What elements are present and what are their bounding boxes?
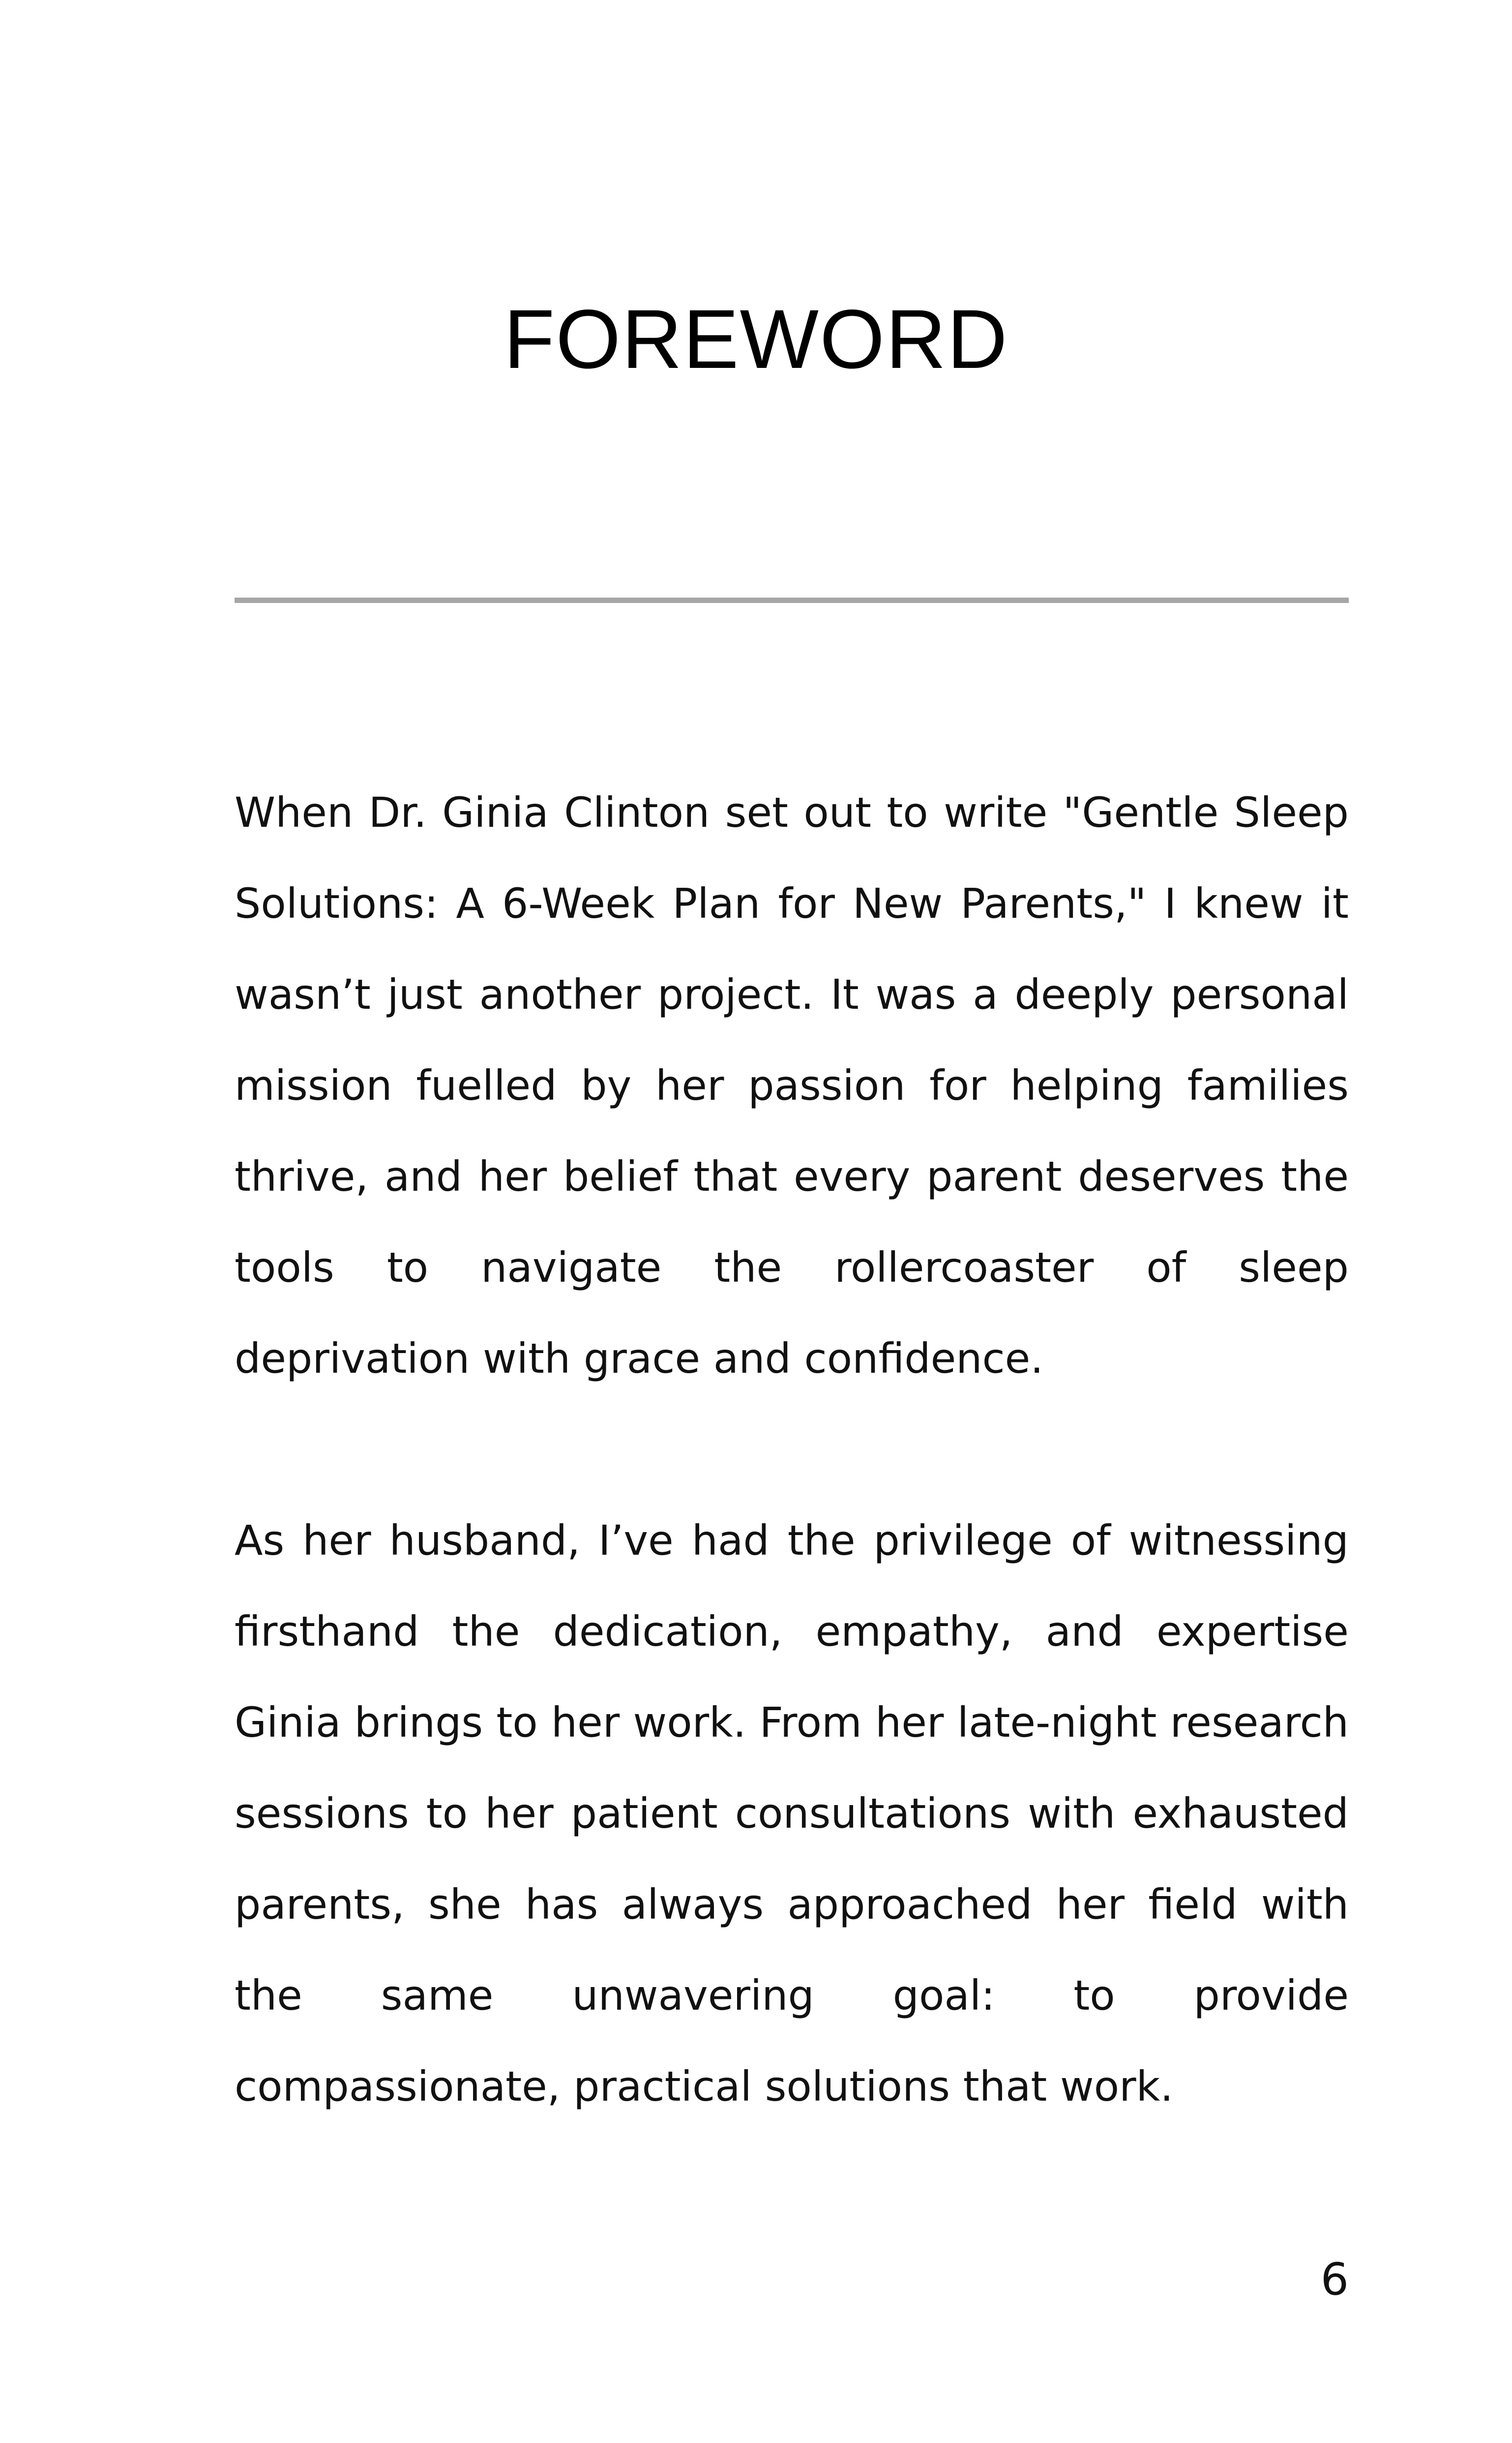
page-title: FOREWORD [504,293,1008,386]
body-paragraph-2: As her husband, I’ve had the privilege of witnessing firsthand the dedication, empathy, and expertise Ginia brings to her work. From her late-night research sessions to her patient consultations with exhausted parents, she has always approached her field with the same unwavering goal: to provide compassionate, practical solutions that work. [235,1516,1349,2111]
body-paragraph-1: When Dr. Ginia Clinton set out to write "Gentle Sleep Solutions: A 6-Week Plan for New Parents," I knew it wasn’t just another project. It was a deeply personal mission fuelled by her passion for helping families thrive, and her belief that every parent deserves the tools to navigate the rollercoaster of sleep deprivation with grace and confidence. [235,788,1349,1383]
page-number: 6 [1320,2254,1349,2305]
title-divider [235,598,1349,603]
